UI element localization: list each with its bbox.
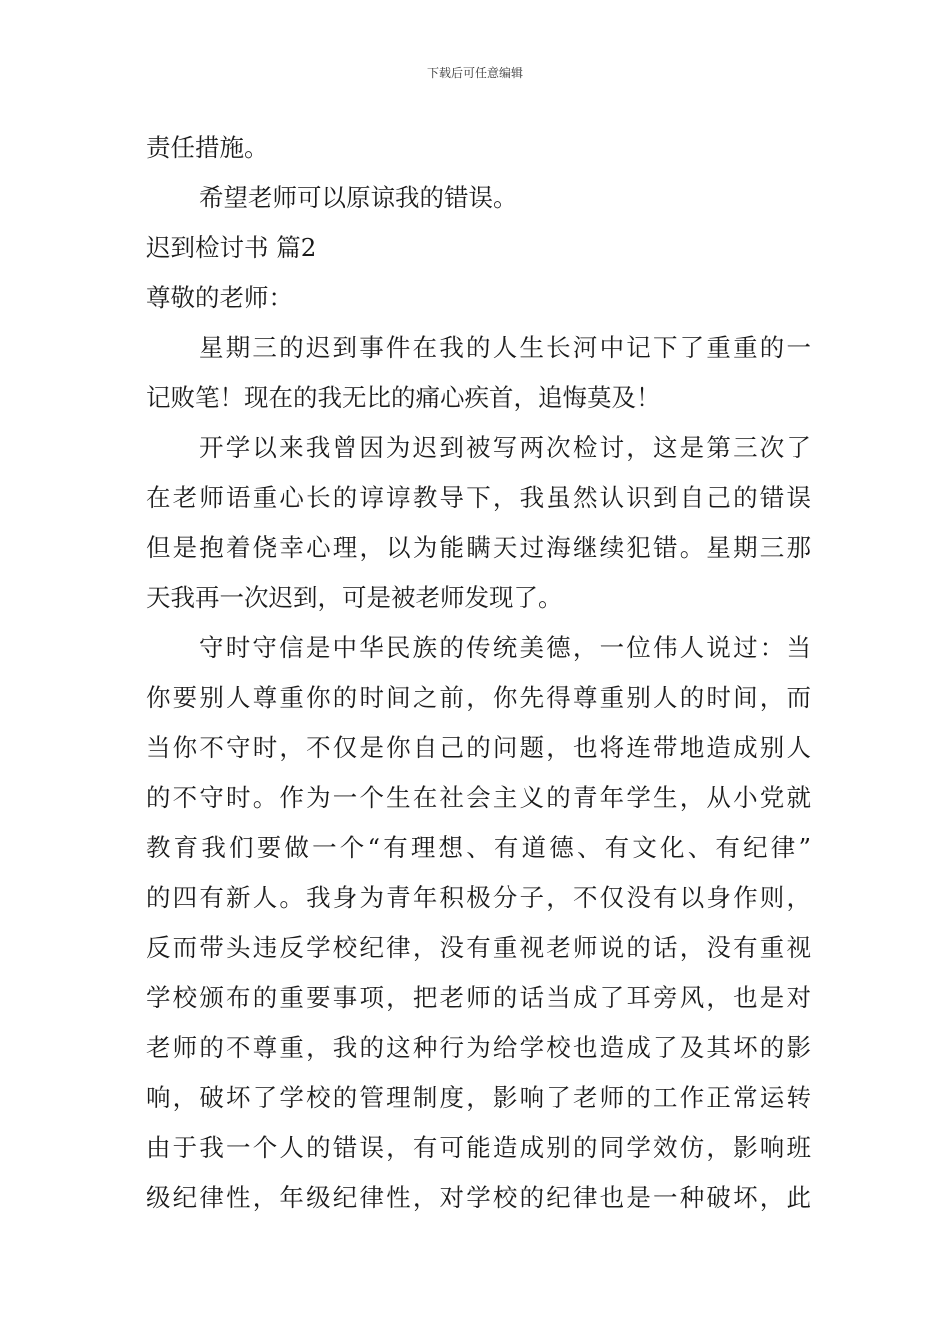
text-line: 责任措施。 xyxy=(146,133,269,162)
text-line: 由于我一个人的错误，有可能造成别的同学效仿，影响班 xyxy=(146,1133,811,1162)
page-header: 下载后可任意编辑 xyxy=(426,66,523,80)
text-line: 响，破坏了学校的管理制度，影响了老师的工作正常运转 xyxy=(146,1083,811,1112)
text-line: 但是抱着侥幸心理，以为能瞒天过海继续犯错。星期三那 xyxy=(146,533,811,562)
text-line: 你要别人尊重你的时间之前，你先得尊重别人的时间，而 xyxy=(146,683,811,712)
section-title: 迟到检讨书 篇2 xyxy=(146,233,317,262)
text-line: 星期三的迟到事件在我的人生长河中记下了重重的一 xyxy=(199,333,811,362)
text-line: 级纪律性，年级纪律性，对学校的纪律也是一种破坏，此 xyxy=(146,1183,811,1212)
text-line: 反而带头违反学校纪律，没有重视老师说的话，没有重视 xyxy=(146,933,811,962)
text-line: 天我再一次迟到，可是被老师发现了。 xyxy=(146,583,563,612)
text-line: 当你不守时，不仅是你自己的问题，也将连带地造成别人 xyxy=(146,733,811,762)
text-line: 希望老师可以原谅我的错误。 xyxy=(199,183,518,212)
text-line: 学校颁布的重要事项，把老师的话当成了耳旁风，也是对 xyxy=(146,983,811,1012)
text-line: 老师的不尊重，我的这种行为给学校也造成了及其坏的影 xyxy=(146,1033,811,1062)
text-line: 的不守时。作为一个生在社会主义的青年学生，从小党就 xyxy=(146,783,811,812)
text-line: 开学以来我曾因为迟到被写两次检讨，这是第三次了 xyxy=(199,433,811,462)
text-line: 在老师语重心长的谆谆教导下，我虽然认识到自己的错误 xyxy=(146,483,811,512)
text-line: 记败笔！现在的我无比的痛心疾首，追悔莫及！ xyxy=(146,383,661,412)
salutation: 尊敬的老师： xyxy=(146,283,293,312)
text-line: 教育我们要做一个“有理想、有道德、有文化、有纪律” xyxy=(146,833,811,862)
document-body xyxy=(146,123,811,1223)
text-line: 的四有新人。我身为青年积极分子，不仅没有以身作则， xyxy=(146,883,811,912)
text-line: 守时守信是中华民族的传统美德，一位伟人说过：当 xyxy=(199,633,811,662)
